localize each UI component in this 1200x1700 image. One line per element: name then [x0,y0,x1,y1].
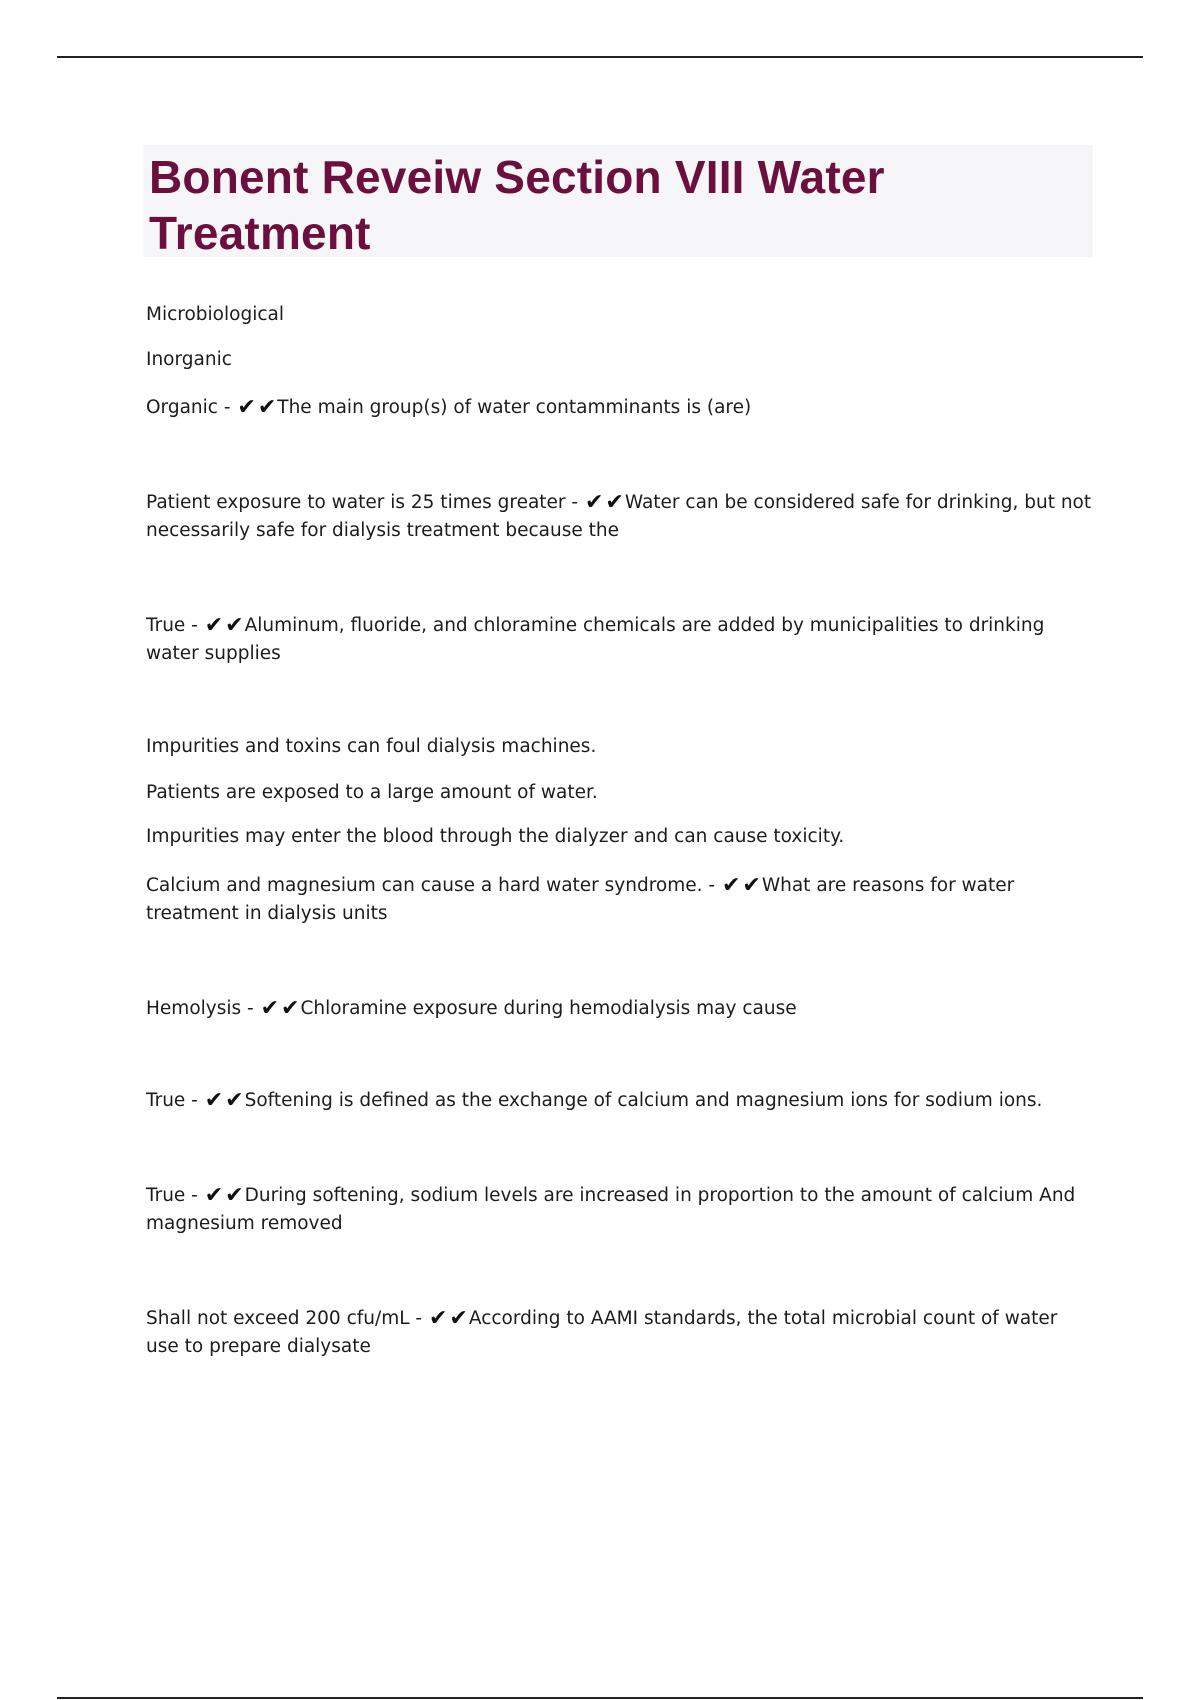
title-banner [143,145,1093,257]
paragraph-text: Impurities may enter the blood through the dialyzer and can cause toxicity. [146,826,845,847]
paragraph-3 [146,394,1096,422]
separator: - [702,875,721,896]
checkmark-icon: ✔ [281,996,300,1021]
paragraph-1 [146,301,1096,329]
paragraph-7 [146,779,1096,807]
top-rule [57,56,1143,58]
paragraph-5 [146,612,1096,668]
separator: - [241,998,260,1019]
checkmark-icon: ✔ [584,490,604,515]
paragraph-2 [146,346,1096,374]
question-text: Water can be considered safe for drinking, but not necessarily safe for dialysis treatment because the [146,492,1092,541]
bottom-rule [57,1697,1143,1699]
paragraph-13 [146,1305,1096,1361]
paragraph-8 [146,823,1096,851]
paragraph-12 [146,1182,1096,1238]
answer-text: True [146,1185,186,1206]
document-title: Bonent Reveiw Section VIII Water Treatment [149,151,885,259]
checkmark-icon: ✔ [257,395,277,420]
question-text: Chloramine exposure during hemodialysis may cause [300,998,797,1019]
separator: - [185,1185,204,1206]
checkmark-icon: ✔ [721,873,741,898]
paragraph-9 [146,872,1096,928]
question-text: What are reasons for water treatment in dialysis units [146,875,1015,924]
separator: - [565,492,584,513]
answer-text: Shall not exceed 200 cfu/mL [146,1308,410,1329]
separator: - [185,1090,204,1111]
checkmark-icon: ✔ [225,1183,244,1208]
answer-text: Calcium and magnesium can cause a hard water syndrome. [146,875,703,896]
checkmark-icon: ✔ [225,1088,244,1113]
paragraph-text: Patients are exposed to a large amount of water. [146,782,598,803]
checkmark-icon: ✔ [204,1183,224,1208]
separator: - [217,397,237,418]
separator: - [409,1308,428,1329]
checkmark-icon: ✔ [449,1306,468,1331]
question-text: Aluminum, fluoride, and chloramine chemicals are added by municipalities to drinking water supplies [146,615,1045,664]
question-text: During softening, sodium levels are increased in proportion to the amount of calcium And magnesium removed [146,1185,1076,1234]
answer-text: Patient exposure to water is 25 times greater [146,492,566,513]
answer-text: True [146,615,186,636]
paragraph-text: Microbiological [146,304,284,325]
answer-text: True [146,1090,186,1111]
question-text: The main group(s) of water contamminants is (are) [277,397,752,418]
checkmark-icon: ✔ [428,1306,448,1331]
paragraph-11 [146,1087,1096,1115]
checkmark-icon: ✔ [605,490,624,515]
checkmark-icon: ✔ [742,873,761,898]
paragraph-10 [146,995,1096,1023]
answer-text: Organic [146,397,218,418]
paragraph-6 [146,733,1096,761]
checkmark-icon: ✔ [260,996,280,1021]
answer-text: Hemolysis [146,998,242,1019]
paragraph-text: Inorganic [146,349,232,370]
separator: - [185,615,204,636]
question-text: Softening is defined as the exchange of calcium and magnesium ions for sodium ions. [244,1090,1043,1111]
question-text: According to AAMI standards, the total microbial count of water use to prepare dialysate [146,1308,1058,1357]
paragraph-4 [146,489,1096,545]
checkmark-icon: ✔ [225,613,244,638]
paragraph-text: Impurities and toxins can foul dialysis machines. [146,736,597,757]
checkmark-icon: ✔ [204,613,224,638]
checkmark-icon: ✔ [237,395,256,420]
checkmark-icon: ✔ [204,1088,224,1113]
